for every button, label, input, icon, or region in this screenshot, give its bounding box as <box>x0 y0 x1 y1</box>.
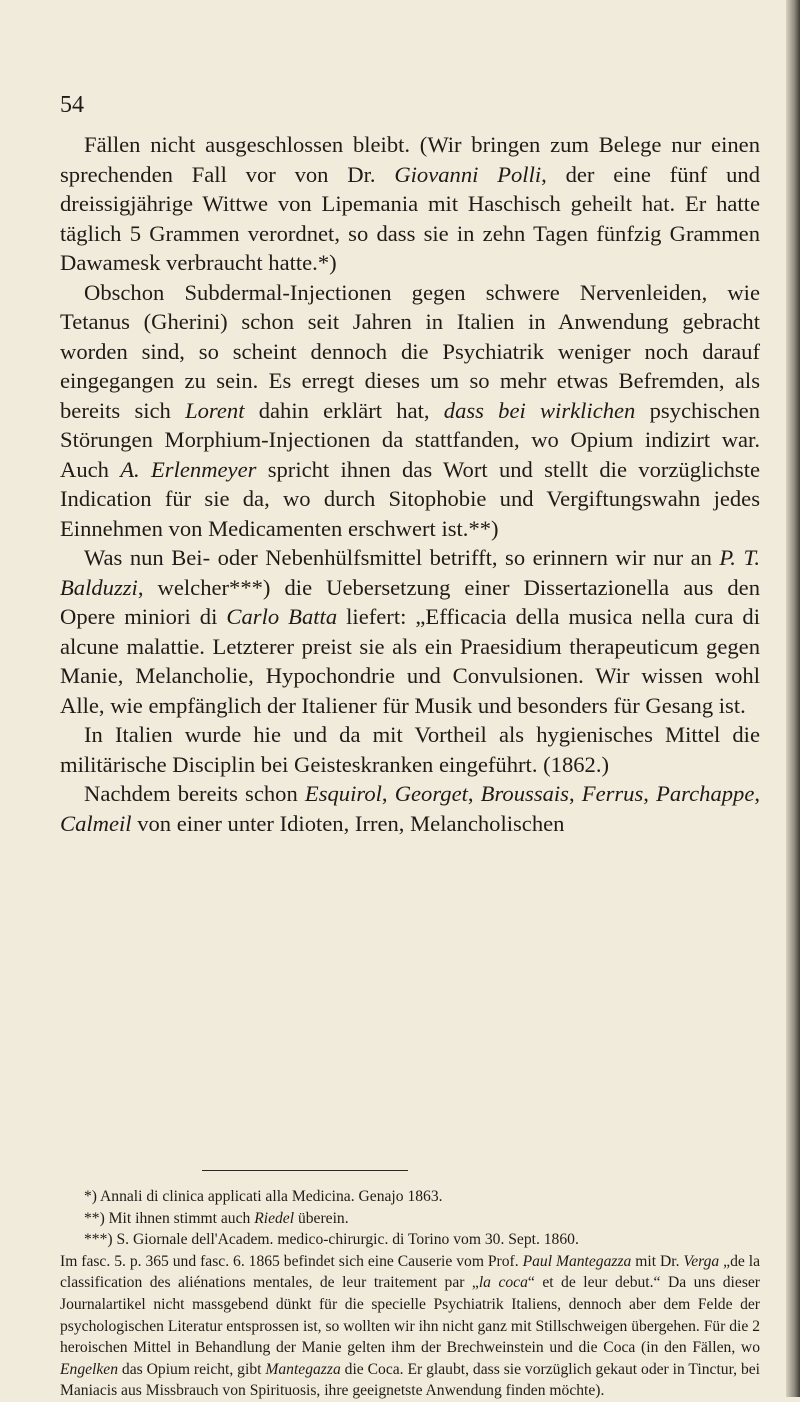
italic-text: Ferrus <box>581 781 644 806</box>
italic-text: Carlo Batta <box>226 604 338 629</box>
paragraph <box>60 130 760 278</box>
italic-text: Calmeil <box>60 810 132 836</box>
paragraph <box>60 543 760 720</box>
text-run: , <box>568 781 582 806</box>
italic-text: Paul Mantegazza <box>522 1252 632 1270</box>
paragraph <box>60 720 760 779</box>
text-run: , <box>467 781 481 806</box>
text-run: spricht ihnen das Wort und stellt die vorzüglichste Indication für sie da, wo durch Sitophobie und Vergiftungswahn jedes Einnehmen von Medicamenten erschwert ist.**) <box>60 456 760 541</box>
italic-text: dass bei wirklichen <box>443 397 636 423</box>
text-run: In Italien wurde hie und da mit Vortheil als hygienisches Mittel die militärische Disciplin bei Geisteskranken eingeführt. (1862.) <box>60 722 760 777</box>
italic-text: P. T. Balduzzi <box>60 545 760 600</box>
text-run: das Opium reicht, gibt <box>118 1360 266 1378</box>
italic-text: Lorent <box>185 397 245 423</box>
footnote <box>60 1186 760 1208</box>
text-run: psychischen Störungen Morphium-Injectionen da stattfanden, wo Opium indizirt war. Auch <box>60 397 761 482</box>
text-run: Im fasc. 5. p. 365 und fasc. 6. 1865 befindet sich eine Causerie vom Prof. <box>60 1252 523 1270</box>
text-run: überein. <box>294 1209 349 1227</box>
italic-text: A. Erlenmeyer <box>120 456 257 482</box>
italic-text: Esquirol <box>304 781 382 806</box>
text-run: , <box>643 781 657 806</box>
text-run: die Coca. Er glaubt, dass sie vorzüglich gekaut oder in Tinctur, bei Maniacis aus Missbrauch von Spirituosis, ihre geeignetste Anwendung finden möchte). <box>60 1360 761 1400</box>
text-run: „de la classification des aliénations mentales, de leur traitement par „ <box>60 1252 760 1292</box>
footnote-divider <box>202 1170 408 1171</box>
italic-text: Engelken <box>60 1360 119 1378</box>
text-run: mit Dr. <box>631 1252 684 1270</box>
paragraph <box>60 278 760 544</box>
footnote <box>60 1208 760 1230</box>
italic-text: Verga <box>683 1252 720 1270</box>
text-run: “ et de leur debut.“ Da uns dieser Journalartikel nicht massgebend dünkt für die specielle Psychiatrik Italiens, dennoch aber dem Felde der psychologischen Literatur entsprossen ist, so wollten wir ihn nicht ganz mit Stillschweigen übergehen. Für die 2 heroischen Mittel in Behandlung der Manie gelten ihm der Brechweinstein und die Coca (in den Fällen, wo <box>60 1274 761 1357</box>
text-run: , <box>381 781 395 806</box>
text-run: , welcher***) die Uebersetzung einer Dissertazionella aus den Opere miniori di <box>60 574 760 629</box>
text-run: **) Mit ihnen stimmt auch <box>84 1209 255 1227</box>
text-run: Obschon Subdermal-Injectionen gegen schwere Nervenleiden, wie Tetanus (Gherini) schon seit Jahren in Italien in Anwendung gebracht worden sind, so scheint dennoch die Psychiatrik weniger noch darauf eingegangen zu sein. Es erregt dieses um so mehr etwas Befremden, als bereits sich <box>60 279 760 423</box>
footnote-continuation <box>60 1251 760 1402</box>
text-run: Fällen nicht ausgeschlossen bleibt. (Wir bringen zum Belege nur einen sprechenden Fall vor von Dr. <box>60 132 760 187</box>
paragraph <box>60 779 760 838</box>
italic-text: Riedel <box>254 1209 295 1227</box>
page-number: 54 <box>60 92 84 118</box>
body-text <box>60 130 760 838</box>
italic-text: Broussais <box>480 781 569 806</box>
footnote <box>60 1229 760 1251</box>
italic-text: Giovanni Polli <box>394 161 542 187</box>
text-run: von einer unter Idioten, Irren, Melancholischen <box>131 810 565 836</box>
italic-text: Parchappe <box>656 781 755 806</box>
page-edge-shadow <box>786 0 800 1397</box>
italic-text: la coca <box>478 1274 528 1292</box>
text-run: Was nun Bei- oder Nebenhülfsmittel betrifft, so erinnern wir nur an <box>84 545 720 570</box>
text-run: , <box>754 781 761 806</box>
italic-text: Mantegazza <box>265 1360 341 1378</box>
text-run: , der eine fünf und dreissigjährige Wittwe von Lipemania mit Haschisch geheilt hat. Er hatte täglich 5 Grammen verordnet, so dass sie in zehn Tagen fünfzig Grammen Dawamesk verbraucht hatte.*) <box>60 161 760 275</box>
text-run: Nachdem bereits schon <box>84 781 305 806</box>
text-run: *) Annali di clinica applicati alla Medicina. Genajo 1863. <box>84 1188 443 1205</box>
text-run: liefert: „Efficacia della musica nella cura di alcune malattie. Letzterer preist sie als ein Praesidium therapeuticum gegen Manie, Melancholie, Hypochondrie und Convulsionen. Wir wissen wohl Alle, wie empfänglich der Italiener für Musik und besonders für Gesang ist. <box>60 604 760 718</box>
text-run: ***) S. Giornale dell'Academ. medico-chirurgic. di Torino vom 30. Sept. 1860. <box>84 1231 579 1249</box>
italic-text: Georget <box>394 781 468 806</box>
text-run: dahin erklärt hat, <box>244 397 444 423</box>
footnotes <box>60 1186 760 1402</box>
